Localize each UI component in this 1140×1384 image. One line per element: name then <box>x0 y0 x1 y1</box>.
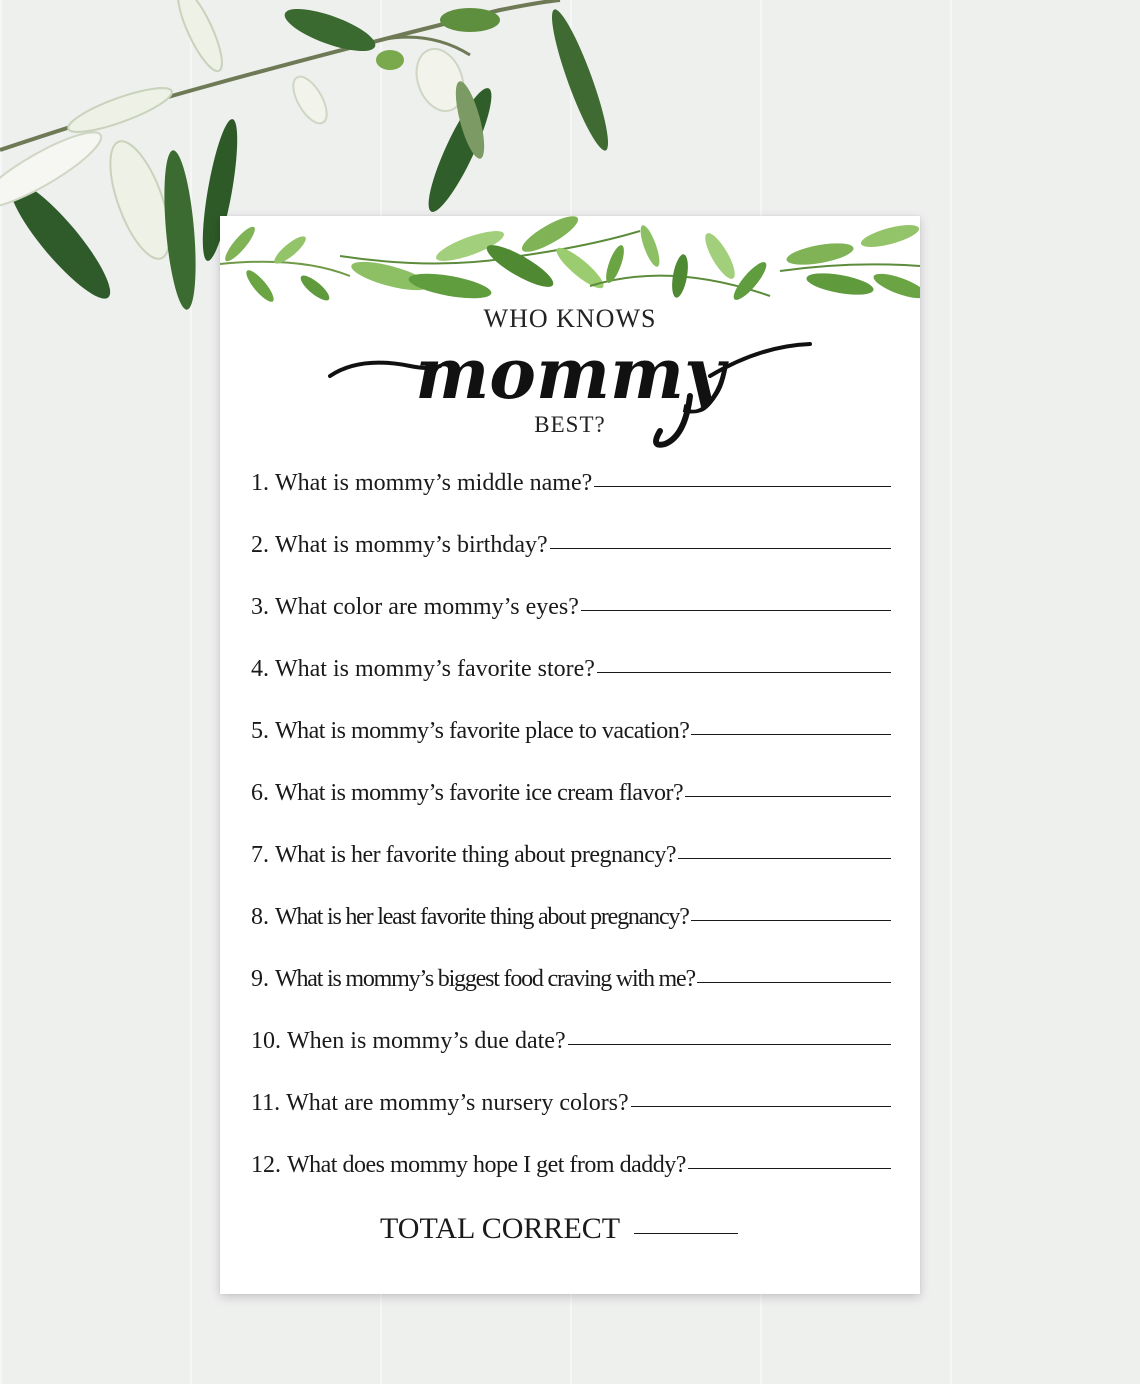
question-number: 9. <box>251 966 269 992</box>
question-number: 6. <box>251 780 269 806</box>
question-number: 7. <box>251 842 269 868</box>
question-number: 5. <box>251 718 269 744</box>
question-text: What does mommy hope I get from daddy? <box>287 1152 686 1178</box>
question-number: 12. <box>251 1152 281 1178</box>
total-correct-line[interactable] <box>634 1233 738 1234</box>
question-text: What is mommy’s middle name? <box>275 470 593 496</box>
question-item <box>251 904 891 966</box>
question-text: What is mommy’s birthday? <box>275 532 548 558</box>
answer-line[interactable] <box>691 734 891 735</box>
answer-line[interactable] <box>550 548 891 549</box>
question-number: 1. <box>251 470 269 496</box>
total-correct-row <box>380 1212 780 1246</box>
question-text: What is her least favorite thing about pregnancy? <box>275 904 689 930</box>
question-number: 10. <box>251 1028 281 1054</box>
answer-line[interactable] <box>631 1106 891 1107</box>
title-script-text: mommy <box>415 336 725 415</box>
answer-line[interactable] <box>594 486 891 487</box>
question-item <box>251 656 891 718</box>
quiz-card <box>220 216 920 1294</box>
question-item <box>251 1152 891 1214</box>
title-script-mommy <box>320 336 820 456</box>
answer-line[interactable] <box>678 858 891 859</box>
question-item <box>251 718 891 780</box>
question-text: What is mommy’s biggest food craving with me? <box>275 966 695 992</box>
question-number: 11. <box>251 1090 281 1116</box>
question-text: What is her favorite thing about pregnancy? <box>275 842 677 868</box>
answer-line[interactable] <box>697 982 891 983</box>
answer-line[interactable] <box>691 920 891 921</box>
question-text: What is mommy’s favorite place to vacation? <box>275 718 690 744</box>
question-item <box>251 532 891 594</box>
question-item <box>251 1028 891 1090</box>
question-list <box>251 470 891 1214</box>
question-number: 3. <box>251 594 269 620</box>
question-text: When is mommy’s due date? <box>287 1028 566 1054</box>
question-text: What color are mommy’s eyes? <box>275 594 579 620</box>
question-item <box>251 1090 891 1152</box>
answer-line[interactable] <box>581 610 891 611</box>
title-who-knows: WHO KNOWS <box>483 304 657 333</box>
question-item <box>251 780 891 842</box>
answer-line[interactable] <box>688 1168 891 1169</box>
question-number: 8. <box>251 904 269 930</box>
question-item <box>251 842 891 904</box>
question-number: 2. <box>251 532 269 558</box>
answer-line[interactable] <box>568 1044 891 1045</box>
title-best: BEST? <box>534 412 606 437</box>
question-item <box>251 470 891 532</box>
question-number: 4. <box>251 656 269 682</box>
question-item <box>251 966 891 1028</box>
answer-line[interactable] <box>685 796 891 797</box>
question-text: What are mommy’s nursery colors? <box>286 1090 629 1116</box>
total-correct-label: TOTAL CORRECT <box>380 1212 621 1245</box>
answer-line[interactable] <box>597 672 891 673</box>
leaf-garland-decoration <box>220 216 920 316</box>
question-item <box>251 594 891 656</box>
question-text: What is mommy’s favorite store? <box>275 656 595 682</box>
question-text: What is mommy’s favorite ice cream flavor? <box>275 780 684 806</box>
